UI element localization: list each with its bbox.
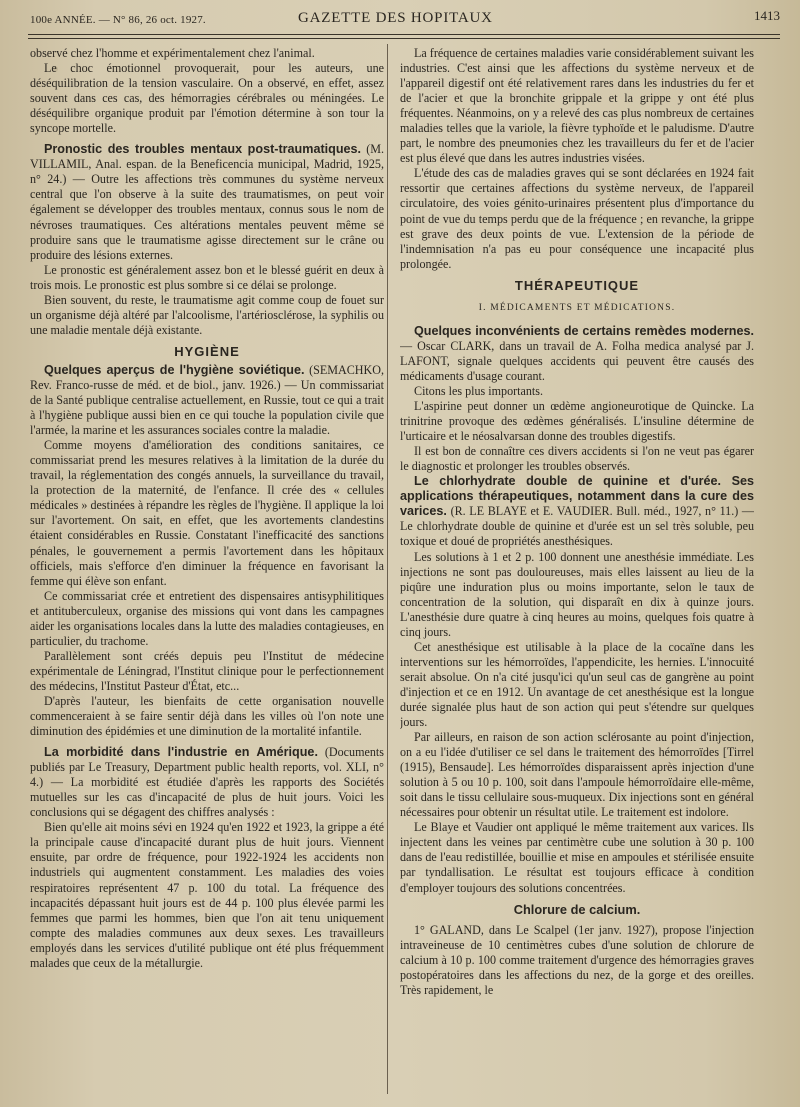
article-title: La morbidité dans l'industrie en Amérique. [44,745,318,760]
paragraph: Bien souvent, du reste, le traumatisme agit comme coup de fouet sur un organisme déjà altéré par l'alcoolisme, l'artériosclérose, la syphilis ou une maladie mentale déjà existante. [30,292,384,337]
section-heading-hygiene: HYGIÈNE [174,343,240,359]
column-divider [387,44,388,1094]
page-header [30,6,780,32]
paragraph: D'après l'auteur, les bienfaits de cette organisation nouvelle commenceraient à se faire sentir déjà dans les villes où l'on note une diminution des épidémies et une diminution de la mortalité infantile. [30,693,384,739]
paragraph: Ce commissariat crée et entretient des dispensaires antisyphilitiques et antituberculeux, organise des missions qui vont dans les campagnes aider les organisations locales dans la lutte des maladies contagieuses, en particulier, du trachome. [30,588,384,648]
section-heading-therapeutique: THÉRAPEUTIQUE [514,277,640,293]
subsection-heading-medicaments: I. MÉDICAMENTS ET MÉDICATIONS. [478,302,676,313]
article-text: (SEMACHKO, Rev. Franco-russe de méd. et de biol., janv. 1926.) — Un commissariat de la Santé publique centralise actuellement, en Russie, tout ce qui a trait à l'hygiène publique aussi bien en ce qui touche la population civile que l'armée, la marine et les assurances sociales contre la maladie. [30,362,384,438]
article-title: Le chlorhydrate double de quinine et d'urée. Ses applications thérapeutiques, notamment dans la cure des varices. [400,474,754,519]
paragraph: Le Blaye et Vaudier ont appliqué le même traitement aux varices. Ils injectent dans les veines par centimètre cube une solution à 30 p. 100 dans de l'eau redistillée, bouillie et mise en ampoules et stérilisée ensuite par tyndallisation. Le résultat est toujours efficace à condition d'employer toujours des solutions concentrées. [400,820,754,895]
article-chlorhydrate [400,474,754,549]
article-pronostic [30,142,384,262]
paragraph: Citons les plus importants. [414,383,544,398]
article-text: (R. LE BLAYE et E. VAUDIER. Bull. méd., 1927, n° 11.) — Le chlorhydrate double de quinine et d'urée est un sel très soluble, peu toxique et doué de propriétés anesthésiques. [400,504,754,549]
article-text: (Documents publiés par Le Treasury, Department public health reports, vol. XLI, n° 4.) — La morbidité est étudiée d'après les rapports des Sociétés mutuelles sur les cas d'incapacité de plus de huit jours. Voici les conclusions qui se dégagent des chiffres analysés : [30,745,384,820]
paragraph: L'aspirine peut donner un œdème angioneurotique de Quincke. La trinitrine provoque des œdèmes généralisés. L'insuline détermine de l'urticaire et le néosalvarsan donne des troubles digestifs. [400,399,754,444]
article-sovietique [30,363,384,438]
paragraph: L'étude des cas de maladies graves qui se sont déclarées en 1924 fait ressortir que certaines affections du système nerveux, de l'appareil circulatoire, des voies génito-urinaires présentent plus d'importance du point de vue du temps perdu que de la fréquence ; en revanche, la grippe est grave des deux points de vue. L'extension de la période de l'indemnisation n'a pas eu pour conséquence une incapacité plus prolongée. [400,166,754,271]
paragraph: 1° GALAND, dans Le Scalpel (1er janv. 1927), propose l'injection intraveineuse de 10 centimètres cubes d'une solution de chlorure de calcium à 10 p. 100 comme traitement d'urgence des hémorragies graves postopératoires dans les affections du nez, de la gorge et des oreilles. Très rapidement, le [400,922,754,997]
paragraph: Par ailleurs, en raison de son action sclérosante au point d'injection, on a eu l'idée d'utiliser ce sel dans le traitement des hémorroïdes [Tirrel (1915), Bensaude]. Les hémorroïdes disparaissent après injection d'une solution à 5 ou 10 p. 100, soit dans l'ampoule hémorroïdaire elle-même, soit dans le tissu cellulaire sous-muqueux. Dix injections sont en général nécessaires pour obtenir un résultat utile. Le traitement est indolore. [400,730,754,820]
page-number: 1413 [754,8,780,23]
paragraph: Le pronostic est généralement assez bon et le blessé guérit en deux à trois mois. Le pronostic est plus sombre si ce délai se prolonge. [30,262,384,292]
article-title: Quelques aperçus de l'hygiène soviétique. [44,362,305,377]
header-rule [28,34,780,35]
paragraph: La fréquence de certaines maladies varie considérablement suivant les industries. C'est ainsi que les affections du système nerveux et de l'appareil digestif ont été relativement rares dans les industries du fer et de l'acier et que la bronchite grippale et la grippe y ont été plus fréquentes. Néanmoins, on y a relevé des cas plus nombreux de certaines maladies telles que la variole, la fièvre typhoïde et le paludisme. D'autre part, le nombre des pneumonies chez les travailleurs du fer et de l'acier est plus élevé que dans les autres industries visées. [400,46,754,166]
paragraph: Le choc émotionnel provoquerait, pour les auteurs, une déséquilibration de la tension vasculaire. On a observé, en effet, assez souvent dans ces cas, des hémorragies cérébrales ou méningées. Le déséquilibre organique produit par l'émotion détermine à son tour la syncope mortelle. [30,61,384,136]
paragraph: Parallèlement sont créés depuis peu l'Institut de médecine expérimentale de Léningrad, l'Institut clinique pour le perfectionnement des médecins, l'Institut Pasteur d'État, etc... [30,648,384,693]
article-inconvenients [400,324,754,384]
article-title: Pronostic des troubles mentaux post-traumatiques. [44,142,362,157]
article-title: Quelques inconvénients de certains remèdes modernes. [414,323,754,338]
issue-info: 100e ANNÉE. — N° 86, 26 oct. 1927. [30,14,206,26]
article-morbidite [30,745,384,820]
paragraph: Cet anesthésique est utilisable à la place de la cocaïne dans les interventions sur les hémorroïdes, l'appendicite, les hernies. L'innocuité serait absolue. On n'a cité jusqu'ici qu'un seul cas de gangrène au point d'injection et ce en 1912. Un avantage de cet anesthésique est la longue durée signalée plus haut de son action qui peut s'étendre sur quelques jours. [400,639,754,730]
article-text: — Oscar CLARK, dans un travail de A. Folha medica analysé par J. LAFONT, signale quelques accidents qui peuvent être causés des médicaments d'usage courant. [400,338,754,383]
paragraph: Comme moyens d'amélioration des conditions sanitaires, ce commissariat prend les mesures relatives à la limitation de la durée du travail, la réglementation des congés annuels, la surveillance du travail, la protection de la maternité, de l'enfance. Il crée des « cellules médicales » destinées à répandre les règles de l'hygiène. Il applique la loi sur l'avortement. On sait, en effet, que les avortements clandestins étaient considérables en Russie. Constatant l'inefficacité des sanctions pénales, le gouvernement a permis l'avortement dans les hôpitaux officiels, mais s'efforce d'en diminuer la fréquence en favorisant la femme qui élève son enfant. [30,438,384,588]
header-rule-thin [28,38,780,39]
left-column [30,46,384,1096]
paragraph: observé chez l'homme et expérimentalement chez l'animal. [30,46,315,60]
journal-title: GAZETTE DES HOPITAUX [298,10,493,26]
article-heading-chlorure: Chlorure de calcium. [513,901,641,917]
paragraph: Il est bon de connaître ces divers accidents si l'on ne veut pas égarer le diagnostic et prolonger les troubles observés. [400,444,754,474]
paragraph: Les solutions à 1 et 2 p. 100 donnent une anesthésie immédiate. Les injections ne sont pas douloureuses, mais elles laissent au lieu de la piqûre une induration plus ou moins importante, selon le taux de concentration de la solution, qui disparaît en dix à quinze jours. L'anesthésie dure quatre à cinq heures au moins, quelques fois quatre à cinq jours. [400,549,754,639]
right-column [400,46,754,1096]
paragraph: Bien qu'elle ait moins sévi en 1924 qu'en 1922 et 1923, la grippe a été la principale cause d'incapacité durant plus de huit jours. Viennent ensuite, par ordre de fréquence, pour 1922-1924 les accidents non industriels qui augmentent constamment. Les maladies des voies respiratoires représentent 47 p. 100 du total. La fréquence des incapacités dépassant huit jours est de 44 p. 100 plus élevée parmi les femmes que parmi les hommes, bien que l'on ait tenu uniquement compte des maladies communes aux deux sexes. Les travailleurs employés dans les services d'utilité publique ont été plus fréquemment malades que ceux de la métallurgie. [30,820,384,970]
article-text: (M. VILLAMIL, Anal. espan. de la Beneficencia municipal, Madrid, 1925, n° 24.) — Outre les affections très communes du système nerveux central que l'on observe à la suite des traumatismes, on peut voir également se développer des troubles mentaux, connus sous le nom de névroses traumatiques. Ces altérations mentales peuvent même se produire sans que le traumatisme agisse directement sur le crâne ou produire des lésions externes. [30,142,384,262]
